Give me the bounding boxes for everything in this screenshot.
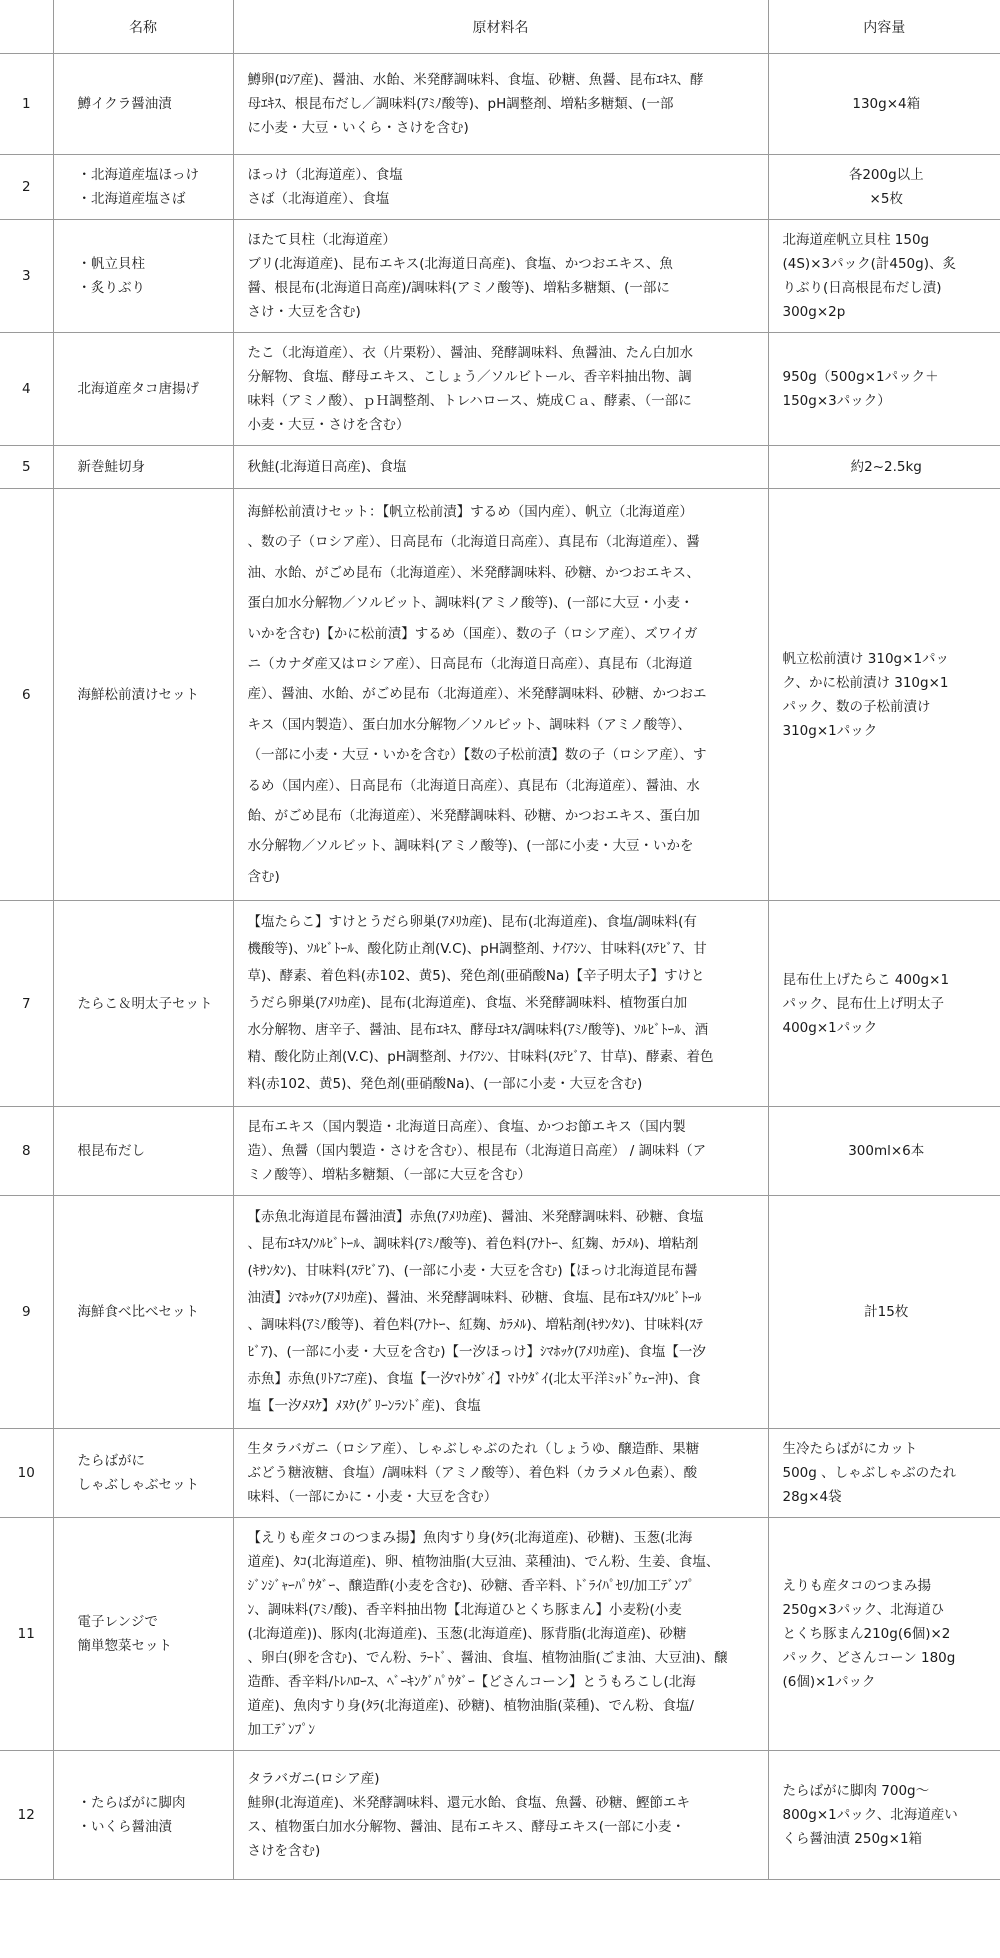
product-name-line: たらこ＆明太子セット bbox=[77, 995, 213, 1012]
ingredients-line: 味料、（一部にかに・小麦・大豆を含む） bbox=[247, 1489, 498, 1506]
ingredients-line: 、数の子（ロシア産）、日高昆布（北海道日高産）、真昆布（北海道産）、醤 bbox=[247, 534, 700, 551]
quantity-line: 計15枚 bbox=[864, 1304, 909, 1321]
ingredients-line: さけを含む) bbox=[247, 1843, 321, 1860]
ingredients-cell bbox=[233, 446, 768, 489]
ingredients-cell bbox=[233, 333, 768, 446]
quantity-cell bbox=[768, 901, 1000, 1107]
ingredients-line: ぶどう糖液糖、食塩）/調味料（アミノ酸等）、着色料（カラメル色素）、酸 bbox=[247, 1465, 698, 1482]
table-row bbox=[0, 220, 1000, 333]
header-ingredients: 原材料名 bbox=[233, 0, 768, 54]
ingredients-line: 水分解物、唐辛子、醤油、昆布ｴｷｽ、酵母ｴｷｽ/調味料(ｱﾐﾉ酸等)、ｿﾙﾋﾞﾄｰﾙ、酒 bbox=[247, 1022, 709, 1039]
ingredients-line: 、昆布ｴｷｽ/ｿﾙﾋﾞﾄｰﾙ、調味料(ｱﾐﾉ酸等)、着色料(ｱﾅﾄｰ、紅麹、ｶﾗﾒﾙ)、増粘剤 bbox=[247, 1236, 699, 1253]
row-number: 3 bbox=[0, 220, 53, 333]
product-name bbox=[53, 54, 233, 155]
ingredients-line: 【赤魚北海道昆布醤油漬】赤魚(ｱﾒﾘｶ産)、醤油、米発酵調味料、砂糖、食塩 bbox=[247, 1209, 704, 1226]
quantity-line: くら醤油漬 250g×1箱 bbox=[782, 1831, 923, 1848]
table-row bbox=[0, 901, 1000, 1107]
ingredients-line: 、調味料(ｱﾐﾉ酸等)、着色料(ｱﾅﾄｰ、紅麹、ｶﾗﾒﾙ)、増粘剤(ｷｻﾝﾀﾝ)、甘味料(ｽﾃ bbox=[247, 1317, 703, 1334]
quantity-line: たらばがに脚肉 700g～ bbox=[782, 1783, 930, 1800]
ingredients-line: ニ（カナダ産又はロシア産）、日高昆布（北海道日高産）、真昆布（北海道 bbox=[247, 656, 693, 673]
quantity-line: 28g×4袋 bbox=[782, 1489, 842, 1506]
ingredients-line: （一部に小麦・大豆・いかを含む）【数の子松前漬】数の子（ロシア産）、す bbox=[247, 747, 707, 764]
product-name bbox=[53, 446, 233, 489]
product-name bbox=[53, 1196, 233, 1429]
ingredients-cell bbox=[233, 155, 768, 220]
product-name-line: 電子レンジで bbox=[77, 1614, 158, 1631]
product-name-line: 新巻鮭切身 bbox=[77, 459, 145, 475]
ingredients-line: 生タラバガニ（ロシア産）、しゃぶしゃぶのたれ（しょうゆ、醸造酢、果糖 bbox=[247, 1441, 700, 1458]
ingredients-line: 造酢、香辛料/ﾄﾚﾊﾛｰｽ、ﾍﾞｰｷﾝｸﾞﾊﾟｳﾀﾞｰ【どさんコーン】とうもろこし(北海 bbox=[247, 1674, 696, 1691]
quantity-line: 310g×1パック bbox=[782, 722, 878, 739]
ingredients-line: ス、植物蛋白加水分解物、醤油、昆布エキス、酵母エキス(一部に小麦・ bbox=[247, 1819, 686, 1836]
ingredients-line: 昆布エキス（国内製造・北海道日高産）、食塩、かつお節エキス（国内製 bbox=[247, 1119, 686, 1136]
quantity-cell bbox=[768, 54, 1000, 155]
product-name bbox=[53, 1429, 233, 1518]
row-number: 11 bbox=[0, 1518, 53, 1751]
product-name bbox=[53, 1107, 233, 1196]
ingredients-line: 油、水飴、がごめ昆布（北海道産）、米発酵調味料、砂糖、かつおエキス、 bbox=[247, 564, 700, 581]
ingredients-line: るめ（国内産）、日高昆布（北海道日高産）、真昆布（北海道産）、醤油、水 bbox=[247, 777, 700, 794]
ingredients-line: タラバガニ(ロシア産) bbox=[247, 1771, 380, 1788]
header-name: 名称 bbox=[53, 0, 233, 54]
header-no bbox=[0, 0, 53, 54]
ingredients-line: 鱒卵(ﾛｼｱ産)、醤油、水飴、米発酵調味料、食塩、砂糖、魚醤、昆布ｴｷｽ、酵 bbox=[247, 72, 704, 88]
ingredients-line: 産）、醤油、水飴、がごめ昆布（北海道産）、米発酵調味料、砂糖、かつおエ bbox=[247, 686, 707, 703]
product-name bbox=[53, 155, 233, 220]
ingredients-line: 分解物、食塩、酵母エキス、こしょう／ソルビトール、香辛料抽出物、調 bbox=[247, 369, 692, 385]
table-row bbox=[0, 54, 1000, 155]
product-name-line: 海鮮松前漬けセット bbox=[77, 686, 199, 703]
ingredients-line: 蛋白加水分解物／ソルビット、調味料(アミノ酸等)、(一部に大豆・小麦・ bbox=[247, 595, 694, 612]
ingredients-line: (北海道産))、豚肉(北海道産)、玉葱(北海道産)、豚背脂(北海道産)、砂糖 bbox=[247, 1626, 687, 1643]
quantity-line: 300g×2p bbox=[782, 304, 846, 320]
ingredients-line: 精、酸化防止剤(V.C)、pH調整剤、ﾅｲｱｼﾝ、甘味料(ｽﾃﾋﾞｱ、甘草)、酵素、着色 bbox=[247, 1049, 714, 1066]
ingredients-cell bbox=[233, 1518, 768, 1751]
quantity-line: (6個)×1パック bbox=[782, 1674, 876, 1691]
quantity-line: パック、昆布仕上げ明太子 bbox=[782, 995, 944, 1012]
ingredients-line: 機酸等)、ｿﾙﾋﾞﾄｰﾙ、酸化防止剤(V.C)、pH調整剤、ﾅｲｱｼﾝ、甘味料(ｽﾃﾋﾞｱ、甘 bbox=[247, 941, 707, 958]
ingredients-line: 塩【一汐ﾒﾇｹ】ﾒﾇｹ(ｸﾞﾘｰﾝﾗﾝﾄﾞ産)、食塩 bbox=[247, 1398, 481, 1415]
ingredients-line: たこ（北海道産）、衣（片栗粉）、醤油、発酵調味料、魚醤油、たん白加水 bbox=[247, 345, 693, 361]
ingredients-line: さば（北海道産）、食塩 bbox=[247, 191, 390, 207]
table-body bbox=[0, 54, 1000, 1880]
quantity-cell bbox=[768, 155, 1000, 220]
quantity-cell bbox=[768, 1196, 1000, 1429]
product-name-line: ・帆立貝柱 bbox=[77, 256, 145, 272]
quantity-line: 150g×3パック） bbox=[782, 393, 891, 409]
ingredients-line: ﾋﾞｱ)、(一部に小麦・大豆を含む)【一汐ほっけ】ｼﾏﾎｯｹ(ｱﾒﾘｶ産)、食塩【一汐 bbox=[247, 1344, 706, 1361]
ingredients-line: 造）、魚醤（国内製造・さけを含む）、根昆布（北海道日高産） / 調味料（ア bbox=[247, 1143, 707, 1160]
quantity-cell bbox=[768, 333, 1000, 446]
ingredients-line: 【塩たらこ】すけとうだら卵巣(ｱﾒﾘｶ産)、昆布(北海道産)、食塩/調味料(有 bbox=[247, 914, 697, 931]
row-number: 6 bbox=[0, 489, 53, 901]
quantity-line: パック、どさんコーン 180g bbox=[782, 1650, 956, 1667]
ingredients-line: ほっけ（北海道産）、食塩 bbox=[247, 167, 403, 183]
ingredients-line: に小麦・大豆・いくら・さけを含む) bbox=[247, 120, 469, 136]
ingredients-line: さけ・大豆を含む) bbox=[247, 304, 361, 320]
table-row bbox=[0, 155, 1000, 220]
ingredients-line: 飴、がごめ昆布（北海道産）、米発酵調味料、砂糖、かつおエキス、蛋白加 bbox=[247, 808, 700, 825]
product-name-line: ・たらばがに脚肉 bbox=[77, 1795, 186, 1812]
ingredients-line: 母ｴｷｽ、根昆布だし／調味料(ｱﾐﾉ酸等)、pH調整剤、増粘多糖類、(一部 bbox=[247, 96, 674, 112]
product-name-line: たらばがに bbox=[77, 1453, 145, 1470]
product-name-line: 海鮮食べ比べセット bbox=[77, 1304, 199, 1321]
table-row bbox=[0, 1196, 1000, 1429]
ingredients-cell bbox=[233, 220, 768, 333]
ingredients-cell bbox=[233, 489, 768, 901]
product-name-line: ・いくら醤油漬 bbox=[77, 1819, 172, 1836]
row-number: 10 bbox=[0, 1429, 53, 1518]
ingredients-cell bbox=[233, 901, 768, 1107]
product-name bbox=[53, 901, 233, 1107]
ingredients-line: 道産)、魚肉すり身(ﾀﾗ(北海道産)、砂糖)、植物油脂(菜種)、でん粉、食塩/ bbox=[247, 1698, 694, 1715]
quantity-line: 130g×4箱 bbox=[852, 96, 921, 112]
row-number: 8 bbox=[0, 1107, 53, 1196]
table-row bbox=[0, 1751, 1000, 1880]
ingredients-line: 醤、根昆布(北海道日高産)/調味料(アミノ酸等)、増粘多糖類、(一部に bbox=[247, 280, 670, 296]
quantity-line: 北海道産帆立貝柱 150g bbox=[782, 232, 930, 248]
ingredients-cell bbox=[233, 1429, 768, 1518]
ingredients-line: ｼﾞﾝｼﾞｬｰﾊﾟｳﾀﾞｰ、醸造酢(小麦を含む)、砂糖、香辛料、ﾄﾞﾗｲﾊﾟｾﾘ/加工ﾃﾞﾝﾌﾟ bbox=[247, 1578, 695, 1595]
row-number: 7 bbox=[0, 901, 53, 1107]
quantity-line: 250g×3パック、北海道ひ bbox=[782, 1602, 945, 1619]
table-row bbox=[0, 333, 1000, 446]
quantity-line: 300ml×6本 bbox=[848, 1143, 925, 1160]
product-name-line: ・炙りぶり bbox=[77, 280, 145, 296]
ingredients-line: 小麦・大豆・さけを含む） bbox=[247, 417, 410, 433]
ingredients-line: 加工ﾃﾞﾝﾌﾟﾝ bbox=[247, 1722, 315, 1739]
ingredients-line: 味料（アミノ酸）、ｐＨ調整剤、トレハロース、焼成Ｃａ、酵素、（一部に bbox=[247, 393, 692, 409]
quantity-line: 生冷たらばがにカット bbox=[782, 1441, 918, 1458]
quantity-line: とくち豚まん210g(6個)×2 bbox=[782, 1626, 951, 1643]
ingredients-cell bbox=[233, 1751, 768, 1880]
quantity-cell bbox=[768, 1429, 1000, 1518]
quantity-cell bbox=[768, 220, 1000, 333]
table-row bbox=[0, 1107, 1000, 1196]
row-number: 5 bbox=[0, 446, 53, 489]
ingredients-line: ブリ(北海道産)、昆布エキス(北海道日高産)、食塩、かつおエキス、魚 bbox=[247, 256, 673, 272]
ingredients-line: うだら卵巣(ｱﾒﾘｶ産)、昆布(北海道産)、食塩、米発酵調味料、植物蛋白加 bbox=[247, 995, 688, 1012]
ingredients-line: 【えりも産タコのつまみ揚】魚肉すり身(ﾀﾗ(北海道産)、砂糖)、玉葱(北海 bbox=[247, 1530, 693, 1547]
ingredients-cell bbox=[233, 54, 768, 155]
ingredients-line: 道産)、ﾀｺ(北海道産)、卵、植物油脂(大豆油、菜種油)、でん粉、生姜、食塩、 bbox=[247, 1554, 720, 1571]
product-name bbox=[53, 489, 233, 901]
quantity-line: 500g 、しゃぶしゃぶのたれ bbox=[782, 1465, 957, 1482]
row-number: 4 bbox=[0, 333, 53, 446]
product-name bbox=[53, 220, 233, 333]
ingredients-cell bbox=[233, 1196, 768, 1429]
table-row bbox=[0, 1518, 1000, 1751]
quantity-line: ×5枚 bbox=[869, 191, 903, 207]
ingredients-line: 水分解物／ソルビット、調味料(アミノ酸等)、(一部に小麦・大豆・いかを bbox=[247, 838, 694, 855]
quantity-line: 約2~2.5kg bbox=[850, 459, 922, 475]
quantity-line: 950g（500g×1パック＋ bbox=[782, 369, 939, 385]
product-name bbox=[53, 1518, 233, 1751]
product-name-line: ・北海道産塩ほっけ bbox=[77, 167, 199, 183]
product-name bbox=[53, 1751, 233, 1880]
ingredients-line: キス（国内製造）、蛋白加水分解物／ソルビット、調味料（アミノ酸等）、 bbox=[247, 716, 691, 733]
row-number: 1 bbox=[0, 54, 53, 155]
quantity-line: 400g×1パック bbox=[782, 1019, 878, 1036]
ingredients-line: いかを含む)【かに松前漬】するめ（国産）、数の子（ロシア産）、ズワイガ bbox=[247, 625, 698, 642]
ingredients-line: 海鮮松前漬けセット：【帆立松前漬】するめ（国内産）、帆立（北海道産） bbox=[247, 504, 693, 520]
row-number: 2 bbox=[0, 155, 53, 220]
ingredients-line: 赤魚】赤魚(ﾘﾄｱﾆｱ産)、食塩【一汐ﾏﾄｳﾀﾞｲ】ﾏﾄｳﾀﾞｲ(北太平洋ﾐｯﾄﾞｳｪｰ沖)、食 bbox=[247, 1371, 701, 1388]
product-name-line: しゃぶしゃぶセット bbox=[77, 1477, 199, 1494]
table-row bbox=[0, 489, 1000, 901]
quantity-cell bbox=[768, 1751, 1000, 1880]
ingredients-line: 鮭卵(北海道産)、米発酵調味料、還元水飴、食塩、魚醤、砂糖、鰹節エキ bbox=[247, 1795, 691, 1812]
ingredients-line: (ｷｻﾝﾀﾝ)、甘味料(ｽﾃﾋﾞｱ)、(一部に小麦・大豆を含む)【ほっけ北海道昆布醤 bbox=[247, 1263, 698, 1280]
table-row bbox=[0, 1429, 1000, 1518]
ingredients-line: 草)、酵素、着色料(赤102、黄5)、発色剤(亜硝酸Na)【辛子明太子】すけと bbox=[247, 968, 705, 985]
quantity-line: えりも産タコのつまみ揚 bbox=[782, 1578, 931, 1595]
product-name bbox=[53, 333, 233, 446]
ingredients-line: 料(赤102、黄5)、発色剤(亜硝酸Na)、(一部に小麦・大豆を含む) bbox=[247, 1076, 643, 1093]
quantity-cell bbox=[768, 489, 1000, 901]
quantity-line: 昆布仕上げたらこ 400g×1 bbox=[782, 971, 950, 988]
quantity-line: 帆立松前漬け 310g×1パッ bbox=[782, 650, 950, 667]
table-row bbox=[0, 446, 1000, 489]
product-name-line: 鱒イクラ醤油漬 bbox=[77, 96, 172, 112]
row-number: 12 bbox=[0, 1751, 53, 1880]
product-name-line: 簡単惣菜セット bbox=[77, 1638, 172, 1655]
product-name-line: 根昆布だし bbox=[77, 1143, 145, 1160]
quantity-cell bbox=[768, 1518, 1000, 1751]
ingredients-line: ミノ酸等）、増粘多糖類、（一部に大豆を含む） bbox=[247, 1167, 531, 1184]
quantity-line: ク、かに松前漬け 310g×1 bbox=[782, 674, 949, 691]
ingredients-line: ほたて貝柱（北海道産） bbox=[247, 232, 396, 248]
ingredients-line: 秋鮭(北海道日高産)、食塩 bbox=[247, 459, 407, 475]
product-name-line: ・北海道産塩さば bbox=[77, 191, 186, 207]
quantity-line: 800g×1パック、北海道産い bbox=[782, 1807, 958, 1824]
quantity-cell bbox=[768, 1107, 1000, 1196]
ingredients-line: ﾝ、調味料(ｱﾐﾉ酸)、香辛料抽出物【北海道ひとくち豚まん】小麦粉(小麦 bbox=[247, 1602, 682, 1619]
quantity-line: (4S)×3パック(計450g)、炙 bbox=[782, 256, 956, 272]
quantity-line: パック、数の子松前漬け bbox=[782, 698, 931, 715]
row-number: 9 bbox=[0, 1196, 53, 1429]
header-quantity: 内容量 bbox=[768, 0, 1000, 54]
quantity-line: 各200g以上 bbox=[848, 167, 924, 183]
header-row bbox=[0, 0, 1000, 54]
product-name-line: 北海道産タコ唐揚げ bbox=[77, 381, 199, 397]
ingredients-line: 油漬】ｼﾏﾎｯｹ(ｱﾒﾘｶ産)、醤油、米発酵調味料、砂糖、食塩、昆布ｴｷｽ/ｿﾙﾋﾞﾄｰﾙ bbox=[247, 1290, 702, 1307]
quantity-line: りぶり(日高根昆布だし漬) bbox=[782, 280, 942, 296]
ingredients-line: 、卵白(卵を含む)、でん粉、ﾗｰﾄﾞ、醤油、食塩、植物油脂(ごま油、大豆油)、醸 bbox=[247, 1650, 728, 1667]
ingredients-line: 含む) bbox=[247, 868, 280, 885]
ingredients-cell bbox=[233, 1107, 768, 1196]
quantity-cell bbox=[768, 446, 1000, 489]
